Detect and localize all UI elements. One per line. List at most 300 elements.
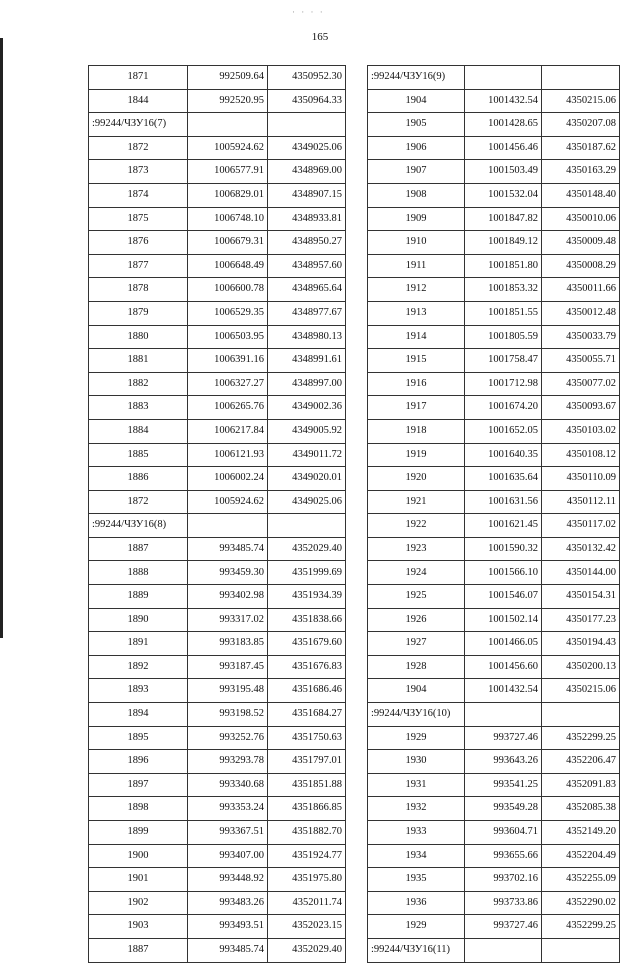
point-number-cell: 1872 xyxy=(89,490,188,514)
x-coordinate-cell: 1006121.93 xyxy=(188,443,268,467)
x-coordinate-cell: 993183.85 xyxy=(188,632,268,656)
table-row xyxy=(89,938,346,962)
y-coordinate-cell: 4351684.27 xyxy=(268,703,346,727)
y-coordinate-cell: 4348965.64 xyxy=(268,278,346,302)
table-row xyxy=(368,301,620,325)
section-header-row xyxy=(89,514,346,538)
x-coordinate-cell: 1001853.32 xyxy=(465,278,542,302)
table-row xyxy=(368,821,620,845)
point-number-cell: 1901 xyxy=(89,868,188,892)
y-coordinate-cell: 4351851.88 xyxy=(268,773,346,797)
table-row xyxy=(89,372,346,396)
x-coordinate-cell: 1001621.45 xyxy=(465,514,542,538)
x-coordinate-cell: 1001631.56 xyxy=(465,490,542,514)
point-number-cell: 1893 xyxy=(89,679,188,703)
point-number-cell: :99244/ЧЗУ16(7) xyxy=(89,113,188,137)
scan-artifact: · · · · xyxy=(292,7,325,17)
table-row xyxy=(89,844,346,868)
x-coordinate-cell: 1001532.04 xyxy=(465,183,542,207)
point-number-cell: 1883 xyxy=(89,396,188,420)
table-row xyxy=(368,467,620,491)
x-coordinate-cell: 1001546.07 xyxy=(465,585,542,609)
table-row xyxy=(89,396,346,420)
point-number-cell: 1892 xyxy=(89,655,188,679)
x-coordinate-cell: 993353.24 xyxy=(188,797,268,821)
table-row xyxy=(89,443,346,467)
x-coordinate-cell: 1006600.78 xyxy=(188,278,268,302)
table-row xyxy=(89,679,346,703)
point-number-cell: 1906 xyxy=(368,136,465,160)
x-coordinate-cell: 1001847.82 xyxy=(465,207,542,231)
y-coordinate-cell: 4349011.72 xyxy=(268,443,346,467)
y-coordinate-cell: 4350103.02 xyxy=(542,419,620,443)
y-coordinate-cell: 4350177.23 xyxy=(542,608,620,632)
point-number-cell: 1931 xyxy=(368,773,465,797)
point-number-cell: 1888 xyxy=(89,561,188,585)
y-coordinate-cell: 4350009.48 xyxy=(542,231,620,255)
x-coordinate-cell: 993198.52 xyxy=(188,703,268,727)
x-coordinate-cell: 1001851.80 xyxy=(465,254,542,278)
y-coordinate-cell: 4348991.61 xyxy=(268,349,346,373)
y-coordinate-cell: 4350200.13 xyxy=(542,655,620,679)
y-coordinate-cell: 4350154.31 xyxy=(542,585,620,609)
y-coordinate-cell: 4348997.00 xyxy=(268,372,346,396)
y-coordinate-cell: 4350108.12 xyxy=(542,443,620,467)
point-number-cell: 1929 xyxy=(368,915,465,939)
table-row xyxy=(89,89,346,113)
point-number-cell: 1895 xyxy=(89,726,188,750)
x-coordinate-cell: 1006391.16 xyxy=(188,349,268,373)
point-number-cell: 1925 xyxy=(368,585,465,609)
table-row xyxy=(89,278,346,302)
table-row xyxy=(89,915,346,939)
x-coordinate-cell: 1001432.54 xyxy=(465,89,542,113)
x-coordinate-cell: 993407.00 xyxy=(188,844,268,868)
x-coordinate-cell: 1001432.54 xyxy=(465,679,542,703)
table-row xyxy=(368,514,620,538)
table-row xyxy=(89,231,346,255)
x-coordinate-cell xyxy=(465,703,542,727)
point-number-cell: 1902 xyxy=(89,891,188,915)
table-row xyxy=(368,797,620,821)
x-coordinate-cell: 1006503.95 xyxy=(188,325,268,349)
y-coordinate-cell: 4350194.43 xyxy=(542,632,620,656)
x-coordinate-cell: 992520.95 xyxy=(188,89,268,113)
x-coordinate-cell: 1006679.31 xyxy=(188,231,268,255)
point-number-cell: 1912 xyxy=(368,278,465,302)
scan-edge-bar xyxy=(0,38,3,638)
point-number-cell: 1904 xyxy=(368,89,465,113)
point-number-cell: 1910 xyxy=(368,231,465,255)
x-coordinate-cell: 993604.71 xyxy=(465,821,542,845)
y-coordinate-cell: 4350008.29 xyxy=(542,254,620,278)
table-row xyxy=(89,207,346,231)
y-coordinate-cell: 4350055.71 xyxy=(542,349,620,373)
point-number-cell: 1882 xyxy=(89,372,188,396)
y-coordinate-cell: 4351679.60 xyxy=(268,632,346,656)
x-coordinate-cell xyxy=(188,113,268,137)
y-coordinate-cell xyxy=(268,113,346,137)
point-number-cell: 1909 xyxy=(368,207,465,231)
y-coordinate-cell: 4350033.79 xyxy=(542,325,620,349)
point-number-cell: 1904 xyxy=(368,679,465,703)
table-row xyxy=(89,585,346,609)
x-coordinate-cell: 993643.26 xyxy=(465,750,542,774)
x-coordinate-cell: 993195.48 xyxy=(188,679,268,703)
x-coordinate-cell xyxy=(465,938,542,962)
point-number-cell: 1930 xyxy=(368,750,465,774)
x-coordinate-cell: 993549.28 xyxy=(465,797,542,821)
y-coordinate-cell: 4349020.01 xyxy=(268,467,346,491)
x-coordinate-cell: 1006529.35 xyxy=(188,301,268,325)
section-header-row xyxy=(368,938,620,962)
point-number-cell: 1844 xyxy=(89,89,188,113)
table-row xyxy=(89,183,346,207)
y-coordinate-cell: 4352204.49 xyxy=(542,844,620,868)
table-row xyxy=(89,891,346,915)
table-row xyxy=(89,608,346,632)
x-coordinate-cell: 1001849.12 xyxy=(465,231,542,255)
point-number-cell: 1887 xyxy=(89,537,188,561)
coordinates-table-left xyxy=(88,65,346,963)
y-coordinate-cell: 4352290.02 xyxy=(542,891,620,915)
point-number-cell: 1900 xyxy=(89,844,188,868)
point-number-cell: 1913 xyxy=(368,301,465,325)
x-coordinate-cell: 1001805.59 xyxy=(465,325,542,349)
table-row xyxy=(368,655,620,679)
point-number-cell: 1915 xyxy=(368,349,465,373)
x-coordinate-cell: 993727.46 xyxy=(465,915,542,939)
y-coordinate-cell: 4350148.40 xyxy=(542,183,620,207)
x-coordinate-cell: 1005924.62 xyxy=(188,136,268,160)
x-coordinate-cell: 1001456.60 xyxy=(465,655,542,679)
point-number-cell: 1872 xyxy=(89,136,188,160)
x-coordinate-cell: 993655.66 xyxy=(465,844,542,868)
y-coordinate-cell: 4348977.67 xyxy=(268,301,346,325)
point-number-cell: 1894 xyxy=(89,703,188,727)
table-row xyxy=(89,726,346,750)
y-coordinate-cell: 4350110.09 xyxy=(542,467,620,491)
y-coordinate-cell: 4348969.00 xyxy=(268,160,346,184)
y-coordinate-cell: 4351882.70 xyxy=(268,821,346,845)
point-number-cell: :99244/ЧЗУ16(9) xyxy=(368,66,465,90)
table-row xyxy=(368,136,620,160)
table-row xyxy=(368,537,620,561)
table-row xyxy=(368,679,620,703)
table-row xyxy=(89,419,346,443)
table-row xyxy=(368,585,620,609)
y-coordinate-cell: 4350964.33 xyxy=(268,89,346,113)
point-number-cell: 1899 xyxy=(89,821,188,845)
x-coordinate-cell: 1006217.84 xyxy=(188,419,268,443)
point-number-cell: 1874 xyxy=(89,183,188,207)
point-number-cell: 1917 xyxy=(368,396,465,420)
y-coordinate-cell: 4350132.42 xyxy=(542,537,620,561)
x-coordinate-cell: 993493.51 xyxy=(188,915,268,939)
x-coordinate-cell: 1006265.76 xyxy=(188,396,268,420)
table-row xyxy=(89,301,346,325)
y-coordinate-cell: 4350163.29 xyxy=(542,160,620,184)
point-number-cell: 1928 xyxy=(368,655,465,679)
point-number-cell: 1878 xyxy=(89,278,188,302)
point-number-cell: 1914 xyxy=(368,325,465,349)
point-number-cell: 1875 xyxy=(89,207,188,231)
table-row xyxy=(368,632,620,656)
table-row xyxy=(89,160,346,184)
y-coordinate-cell: 4348957.60 xyxy=(268,254,346,278)
table-row xyxy=(89,655,346,679)
point-number-cell: 1873 xyxy=(89,160,188,184)
section-header-row xyxy=(89,113,346,137)
table-row xyxy=(89,773,346,797)
x-coordinate-cell: 1001566.10 xyxy=(465,561,542,585)
x-coordinate-cell xyxy=(188,514,268,538)
y-coordinate-cell xyxy=(542,938,620,962)
table-row xyxy=(89,467,346,491)
y-coordinate-cell: 4349002.36 xyxy=(268,396,346,420)
point-number-cell: 1921 xyxy=(368,490,465,514)
point-number-cell: 1877 xyxy=(89,254,188,278)
point-number-cell: :99244/ЧЗУ16(8) xyxy=(89,514,188,538)
y-coordinate-cell: 4350012.48 xyxy=(542,301,620,325)
x-coordinate-cell xyxy=(465,66,542,90)
point-number-cell: 1881 xyxy=(89,349,188,373)
x-coordinate-cell: 992509.64 xyxy=(188,66,268,90)
y-coordinate-cell: 4348950.27 xyxy=(268,231,346,255)
y-coordinate-cell: 4352029.40 xyxy=(268,938,346,962)
point-number-cell: 1885 xyxy=(89,443,188,467)
point-number-cell: 1933 xyxy=(368,821,465,845)
x-coordinate-cell: 1001635.64 xyxy=(465,467,542,491)
x-coordinate-cell: 993293.78 xyxy=(188,750,268,774)
x-coordinate-cell: 993459.30 xyxy=(188,561,268,585)
y-coordinate-cell: 4352255.09 xyxy=(542,868,620,892)
y-coordinate-cell: 4350187.62 xyxy=(542,136,620,160)
x-coordinate-cell: 1001674.20 xyxy=(465,396,542,420)
point-number-cell: 1890 xyxy=(89,608,188,632)
x-coordinate-cell: 1001428.65 xyxy=(465,113,542,137)
point-number-cell: 1924 xyxy=(368,561,465,585)
point-number-cell: 1908 xyxy=(368,183,465,207)
y-coordinate-cell: 4352023.15 xyxy=(268,915,346,939)
y-coordinate-cell: 4351999.69 xyxy=(268,561,346,585)
point-number-cell: 1936 xyxy=(368,891,465,915)
y-coordinate-cell: 4350952.30 xyxy=(268,66,346,90)
x-coordinate-cell: 993485.74 xyxy=(188,938,268,962)
x-coordinate-cell: 1006648.49 xyxy=(188,254,268,278)
table-row xyxy=(89,136,346,160)
x-coordinate-cell: 993367.51 xyxy=(188,821,268,845)
point-number-cell: 1920 xyxy=(368,467,465,491)
point-number-cell: 1907 xyxy=(368,160,465,184)
table-row xyxy=(89,821,346,845)
table-row xyxy=(89,537,346,561)
table-row xyxy=(368,278,620,302)
x-coordinate-cell: 1001652.05 xyxy=(465,419,542,443)
y-coordinate-cell: 4351838.66 xyxy=(268,608,346,632)
y-coordinate-cell: 4350117.02 xyxy=(542,514,620,538)
y-coordinate-cell: 4350093.67 xyxy=(542,396,620,420)
y-coordinate-cell: 4352206.47 xyxy=(542,750,620,774)
table-row xyxy=(89,490,346,514)
point-number-cell: 1903 xyxy=(89,915,188,939)
table-row xyxy=(368,325,620,349)
x-coordinate-cell: 1001502.14 xyxy=(465,608,542,632)
point-number-cell: 1919 xyxy=(368,443,465,467)
point-number-cell: 1880 xyxy=(89,325,188,349)
y-coordinate-cell: 4351750.63 xyxy=(268,726,346,750)
point-number-cell: 1927 xyxy=(368,632,465,656)
x-coordinate-cell: 993187.45 xyxy=(188,655,268,679)
point-number-cell: 1926 xyxy=(368,608,465,632)
y-coordinate-cell: 4351975.80 xyxy=(268,868,346,892)
table-row xyxy=(368,231,620,255)
point-number-cell: 1896 xyxy=(89,750,188,774)
y-coordinate-cell: 4352011.74 xyxy=(268,891,346,915)
x-coordinate-cell: 1001712.98 xyxy=(465,372,542,396)
coordinates-table-right xyxy=(367,65,620,963)
table-row xyxy=(368,419,620,443)
table-row xyxy=(89,66,346,90)
point-number-cell: 1929 xyxy=(368,726,465,750)
table-row xyxy=(368,490,620,514)
x-coordinate-cell: 1001456.46 xyxy=(465,136,542,160)
x-coordinate-cell: 993252.76 xyxy=(188,726,268,750)
point-number-cell: 1918 xyxy=(368,419,465,443)
y-coordinate-cell: 4352299.25 xyxy=(542,726,620,750)
x-coordinate-cell: 1001851.55 xyxy=(465,301,542,325)
table-row xyxy=(368,183,620,207)
point-number-cell: 1934 xyxy=(368,844,465,868)
point-number-cell: 1905 xyxy=(368,113,465,137)
x-coordinate-cell: 1006829.01 xyxy=(188,183,268,207)
point-number-cell: 1923 xyxy=(368,537,465,561)
table-row xyxy=(89,254,346,278)
x-coordinate-cell: 1005924.62 xyxy=(188,490,268,514)
point-number-cell: 1916 xyxy=(368,372,465,396)
table-row xyxy=(89,349,346,373)
x-coordinate-cell: 993317.02 xyxy=(188,608,268,632)
page-number: 165 xyxy=(311,31,329,43)
y-coordinate-cell: 4350215.06 xyxy=(542,89,620,113)
table-row xyxy=(368,891,620,915)
section-header-row xyxy=(368,703,620,727)
point-number-cell: 1891 xyxy=(89,632,188,656)
y-coordinate-cell xyxy=(542,66,620,90)
x-coordinate-cell: 993483.26 xyxy=(188,891,268,915)
x-coordinate-cell: 993340.68 xyxy=(188,773,268,797)
x-coordinate-cell: 1006748.10 xyxy=(188,207,268,231)
y-coordinate-cell: 4351797.01 xyxy=(268,750,346,774)
y-coordinate-cell: 4350010.06 xyxy=(542,207,620,231)
point-number-cell: :99244/ЧЗУ16(11) xyxy=(368,938,465,962)
table-row xyxy=(89,868,346,892)
table-row xyxy=(368,844,620,868)
table-row xyxy=(368,608,620,632)
x-coordinate-cell: 1006327.27 xyxy=(188,372,268,396)
table-row xyxy=(89,703,346,727)
y-coordinate-cell: 4349005.92 xyxy=(268,419,346,443)
y-coordinate-cell: 4351676.83 xyxy=(268,655,346,679)
y-coordinate-cell: 4351924.77 xyxy=(268,844,346,868)
table-row xyxy=(89,797,346,821)
table-row xyxy=(368,443,620,467)
point-number-cell: 1932 xyxy=(368,797,465,821)
table-row xyxy=(89,632,346,656)
y-coordinate-cell: 4350011.66 xyxy=(542,278,620,302)
table-row xyxy=(89,750,346,774)
y-coordinate-cell: 4350207.08 xyxy=(542,113,620,137)
point-number-cell: 1879 xyxy=(89,301,188,325)
x-coordinate-cell: 993485.74 xyxy=(188,537,268,561)
point-number-cell: 1871 xyxy=(89,66,188,90)
point-number-cell: 1886 xyxy=(89,467,188,491)
y-coordinate-cell xyxy=(542,703,620,727)
y-coordinate-cell: 4351686.46 xyxy=(268,679,346,703)
y-coordinate-cell: 4348907.15 xyxy=(268,183,346,207)
y-coordinate-cell: 4348933.81 xyxy=(268,207,346,231)
point-number-cell: 1884 xyxy=(89,419,188,443)
point-number-cell: 1889 xyxy=(89,585,188,609)
y-coordinate-cell: 4348980.13 xyxy=(268,325,346,349)
point-number-cell: 1876 xyxy=(89,231,188,255)
x-coordinate-cell: 1001640.35 xyxy=(465,443,542,467)
table-row xyxy=(368,207,620,231)
y-coordinate-cell: 4352299.25 xyxy=(542,915,620,939)
y-coordinate-cell: 4349025.06 xyxy=(268,136,346,160)
x-coordinate-cell: 993402.98 xyxy=(188,585,268,609)
table-row xyxy=(89,561,346,585)
table-row xyxy=(368,160,620,184)
point-number-cell: 1922 xyxy=(368,514,465,538)
y-coordinate-cell: 4351934.39 xyxy=(268,585,346,609)
table-row xyxy=(368,868,620,892)
table-row xyxy=(368,915,620,939)
x-coordinate-cell: 1001466.05 xyxy=(465,632,542,656)
y-coordinate-cell: 4352091.83 xyxy=(542,773,620,797)
x-coordinate-cell: 993702.16 xyxy=(465,868,542,892)
point-number-cell: :99244/ЧЗУ16(10) xyxy=(368,703,465,727)
section-header-row xyxy=(368,66,620,90)
x-coordinate-cell: 993448.92 xyxy=(188,868,268,892)
x-coordinate-cell: 993727.46 xyxy=(465,726,542,750)
table-row xyxy=(368,254,620,278)
point-number-cell: 1935 xyxy=(368,868,465,892)
x-coordinate-cell: 993541.25 xyxy=(465,773,542,797)
y-coordinate-cell: 4350144.00 xyxy=(542,561,620,585)
table-row xyxy=(368,89,620,113)
table-row xyxy=(368,372,620,396)
table-row xyxy=(368,396,620,420)
y-coordinate-cell: 4352085.38 xyxy=(542,797,620,821)
table-row xyxy=(368,750,620,774)
x-coordinate-cell: 1001503.49 xyxy=(465,160,542,184)
x-coordinate-cell: 1001590.32 xyxy=(465,537,542,561)
x-coordinate-cell: 1001758.47 xyxy=(465,349,542,373)
y-coordinate-cell: 4352149.20 xyxy=(542,821,620,845)
y-coordinate-cell xyxy=(268,514,346,538)
y-coordinate-cell: 4350077.02 xyxy=(542,372,620,396)
y-coordinate-cell: 4349025.06 xyxy=(268,490,346,514)
point-number-cell: 1911 xyxy=(368,254,465,278)
table-row xyxy=(368,349,620,373)
table-row xyxy=(368,726,620,750)
point-number-cell: 1897 xyxy=(89,773,188,797)
y-coordinate-cell: 4350215.06 xyxy=(542,679,620,703)
table-row xyxy=(368,561,620,585)
x-coordinate-cell: 1006002.24 xyxy=(188,467,268,491)
point-number-cell: 1898 xyxy=(89,797,188,821)
